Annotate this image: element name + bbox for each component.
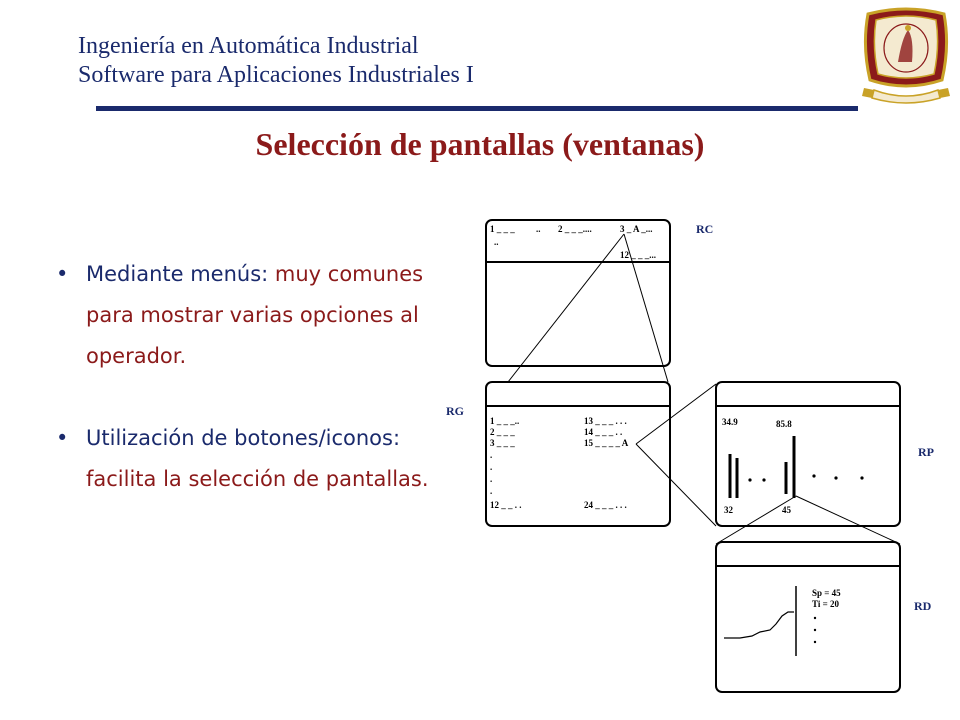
rg-left-item: 2 _ _ _ xyxy=(490,427,515,437)
rc-item-12: 12 _ _ _... xyxy=(620,250,656,260)
rp-window xyxy=(716,382,900,526)
rg-left-item: . xyxy=(490,486,493,496)
rg-right-item: 13 _ _ _ . . . xyxy=(584,416,627,426)
header-divider xyxy=(96,106,858,111)
header xyxy=(78,32,474,90)
bullet-menus xyxy=(56,254,436,377)
slide-title: Selección de pantallas (ventanas) xyxy=(255,126,705,162)
rg-right-item: 24 _ _ _ . . . xyxy=(584,500,627,510)
rg-label: RG xyxy=(446,404,464,418)
rc-item-2: 2 _ _ _.... xyxy=(558,224,592,234)
rp-value: 32 xyxy=(724,505,733,515)
rd-integral-time: Ti = 20 xyxy=(812,599,839,609)
rc-label: RC xyxy=(696,222,714,236)
bullet-list xyxy=(56,254,436,541)
rp-value: 34.9 xyxy=(722,417,738,427)
bullet-lead: Utilización de botones/iconos: xyxy=(86,426,401,450)
rc-item-dots: .. xyxy=(494,237,499,247)
rd-setpoint: Sp = 45 xyxy=(812,588,841,598)
course-name: Software para Aplicaciones Industriales I xyxy=(78,62,474,88)
rg-right-item: 14 _ _ _ . . xyxy=(584,427,623,437)
course-program: Ingeniería en Automática Industrial xyxy=(78,33,419,59)
rd-label: RD xyxy=(914,599,932,613)
rp-value: 45 xyxy=(782,505,791,515)
university-seal-logo xyxy=(858,6,954,106)
bullet-dot-icon: • xyxy=(56,262,69,286)
screen-hierarchy-diagram xyxy=(440,210,950,700)
rc-item-3: 3 _ A _... xyxy=(620,224,653,234)
rg-right-item: 15 _ _ _ _ A xyxy=(584,438,629,448)
bullet-text: facilita la selección de pantallas. xyxy=(86,467,429,491)
rc-item-1-dots: .. xyxy=(536,224,541,234)
rd-window xyxy=(716,542,900,692)
rg-left-item: . xyxy=(490,450,493,460)
rp-label: RP xyxy=(918,445,934,459)
bullet-dot-icon: • xyxy=(56,426,69,450)
rg-left-item: . xyxy=(490,462,493,472)
rc-item-1: 1 _ _ _ xyxy=(490,224,515,234)
rg-left-item: 12 _ _ . . xyxy=(490,500,522,510)
rg-left-item: . xyxy=(490,474,493,484)
rg-left-item: 1 _ _ _.. xyxy=(490,416,520,426)
rp-value: 85.8 xyxy=(776,419,792,429)
bullet-lead: Mediante menús: xyxy=(86,262,275,286)
rg-left-item: 3 _ _ _ xyxy=(490,438,515,448)
bullet-buttons xyxy=(56,418,436,500)
bullet-text: muy comunes para mostrar varias opciones al operador. xyxy=(86,262,424,368)
rg-window xyxy=(486,382,670,526)
